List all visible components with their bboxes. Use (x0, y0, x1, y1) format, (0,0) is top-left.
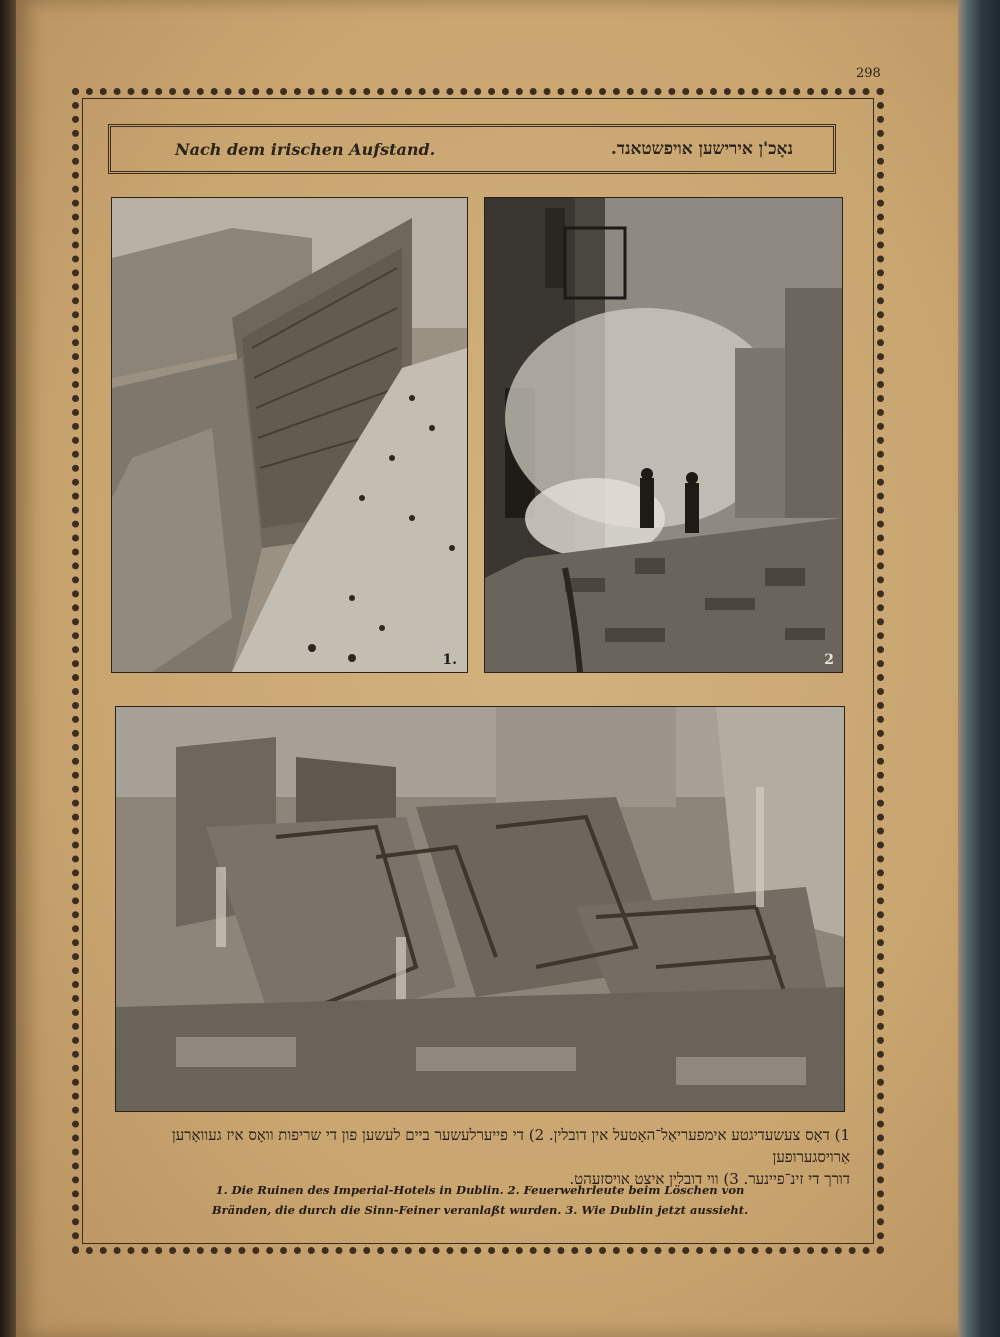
photo-firemen-extinguishing (484, 197, 843, 673)
photo-imperial-hotel-ruins (111, 197, 468, 673)
photo-2-image (485, 198, 842, 672)
german-caption-line-1: 1. Die Ruinen des Imperial-Hotels in Dublin. 2. Feuerwehrleute beim Löschen von (215, 1183, 745, 1197)
header-box (108, 124, 836, 174)
book-binding (958, 0, 1000, 1337)
yiddish-caption-line-2: דורך די זינ־פיינער. 3) ווי דובלין איצט אויסזעהט. (569, 1170, 850, 1188)
german-caption (210, 1180, 750, 1220)
german-title: Nach dem irischen Aufstand. (175, 140, 436, 159)
german-caption-line-2: Bränden, die durch die Sinn-Feiner veranlaßt wurden. 3. Wie Dublin jetzt aussieht. (211, 1203, 749, 1217)
yiddish-caption-line-1: 1) דאָס צעשעדיגטע אימפעריאַל־האָטעל אין דובלין. 2) די פייערלעשער ביים לעשען פון די שריפות וואָס איז געוואָרען אַרויסגערופען (171, 1126, 850, 1166)
photo-1-number: 1. (442, 652, 457, 668)
yiddish-title: נאָכ'ן אירישען אויפשטאנד. (610, 139, 793, 159)
page-number: 298 (856, 66, 881, 81)
photo-dublin-ruins-aerial (115, 706, 845, 1112)
photo-3-image (116, 707, 844, 1111)
photo-2-number: 2 (824, 652, 834, 668)
photo-1-image (112, 198, 467, 672)
